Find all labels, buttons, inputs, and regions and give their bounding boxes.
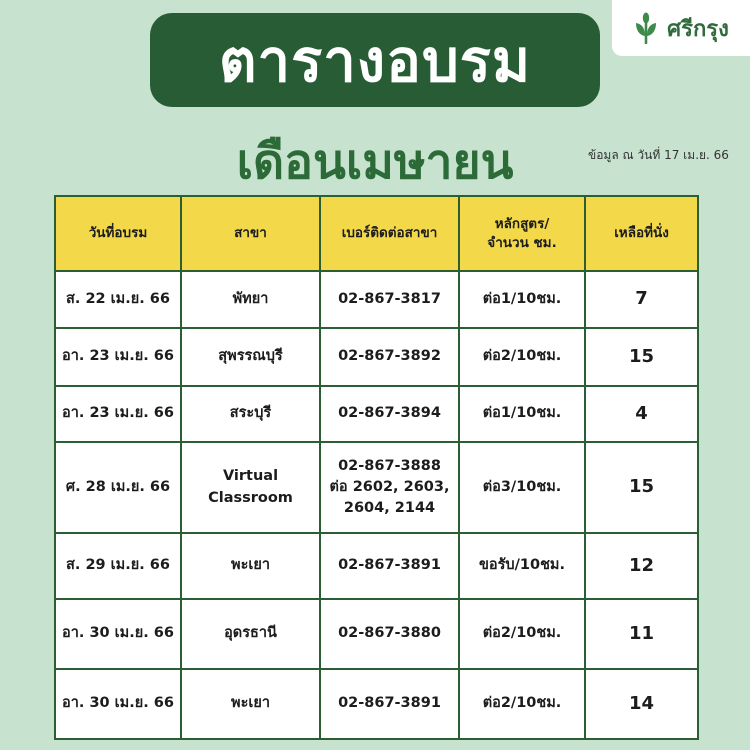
cell-seats: 11	[585, 599, 698, 669]
cell-date: ส. 22 เม.ย. 66	[55, 271, 181, 328]
cell-phone: 02-867-3891	[320, 669, 459, 739]
table-row	[55, 599, 698, 669]
header-seats: เหลือที่นั่ง	[585, 196, 698, 271]
table-header-row	[55, 196, 698, 271]
cell-phone: 02-867-3880	[320, 599, 459, 669]
page-title: ตารางอบรม	[218, 26, 532, 95]
cell-branch: สระบุรี	[181, 386, 320, 442]
cell-phone: 02-867-3891	[320, 533, 459, 599]
training-schedule-table	[54, 195, 699, 740]
cell-course: ต่อ2/10ชม.	[459, 669, 585, 739]
cell-seats: 7	[585, 271, 698, 328]
cell-date: ศ. 28 เม.ย. 66	[55, 442, 181, 533]
cell-course: ต่อ1/10ชม.	[459, 271, 585, 328]
cell-course: ต่อ2/10ชม.	[459, 599, 585, 669]
cell-date: อา. 23 เม.ย. 66	[55, 386, 181, 442]
header-course: หลักสูตร/ จำนวน ชม.	[459, 196, 585, 271]
cell-course: ขอรับ/10ชม.	[459, 533, 585, 599]
cell-date: อา. 30 เม.ย. 66	[55, 669, 181, 739]
header-branch: สาขา	[181, 196, 320, 271]
cell-date: ส. 29 เม.ย. 66	[55, 533, 181, 599]
cell-branch: พะเยา	[181, 533, 320, 599]
table-row	[55, 386, 698, 442]
page-subtitle: เดือนเมษายน	[236, 134, 514, 190]
cell-date: อา. 23 เม.ย. 66	[55, 328, 181, 386]
table-row	[55, 669, 698, 739]
cell-course: ต่อ3/10ชม.	[459, 442, 585, 533]
cell-branch: อุดรธานี	[181, 599, 320, 669]
title-banner	[150, 13, 600, 107]
table-row	[55, 328, 698, 386]
cell-phone: 02-867-3888 ต่อ 2602, 2603, 2604, 2144	[320, 442, 459, 533]
brand-logo	[612, 0, 750, 56]
table-row	[55, 271, 698, 328]
cell-seats: 14	[585, 669, 698, 739]
cell-branch: Virtual Classroom	[181, 442, 320, 533]
cell-phone: 02-867-3817	[320, 271, 459, 328]
brand-name: ศรีกรุง	[667, 16, 729, 42]
cell-course: ต่อ1/10ชม.	[459, 386, 585, 442]
cell-branch: พะเยา	[181, 669, 320, 739]
header-phone: เบอร์ติดต่อสาขา	[320, 196, 459, 271]
cell-seats: 4	[585, 386, 698, 442]
cell-date: อา. 30 เม.ย. 66	[55, 599, 181, 669]
cell-branch: พัทยา	[181, 271, 320, 328]
cell-phone: 02-867-3892	[320, 328, 459, 386]
header-date: วันที่อบรม	[55, 196, 181, 271]
data-date-note: ข้อมูล ณ วันที่ 17 เม.ย. 66	[588, 148, 729, 162]
cell-branch: สุพรรณบุรี	[181, 328, 320, 386]
cell-seats: 15	[585, 328, 698, 386]
table-row	[55, 442, 698, 533]
table-row	[55, 533, 698, 599]
cell-course: ต่อ2/10ชม.	[459, 328, 585, 386]
wheat-sprout-icon	[633, 12, 659, 44]
cell-seats: 12	[585, 533, 698, 599]
cell-phone: 02-867-3894	[320, 386, 459, 442]
cell-seats: 15	[585, 442, 698, 533]
